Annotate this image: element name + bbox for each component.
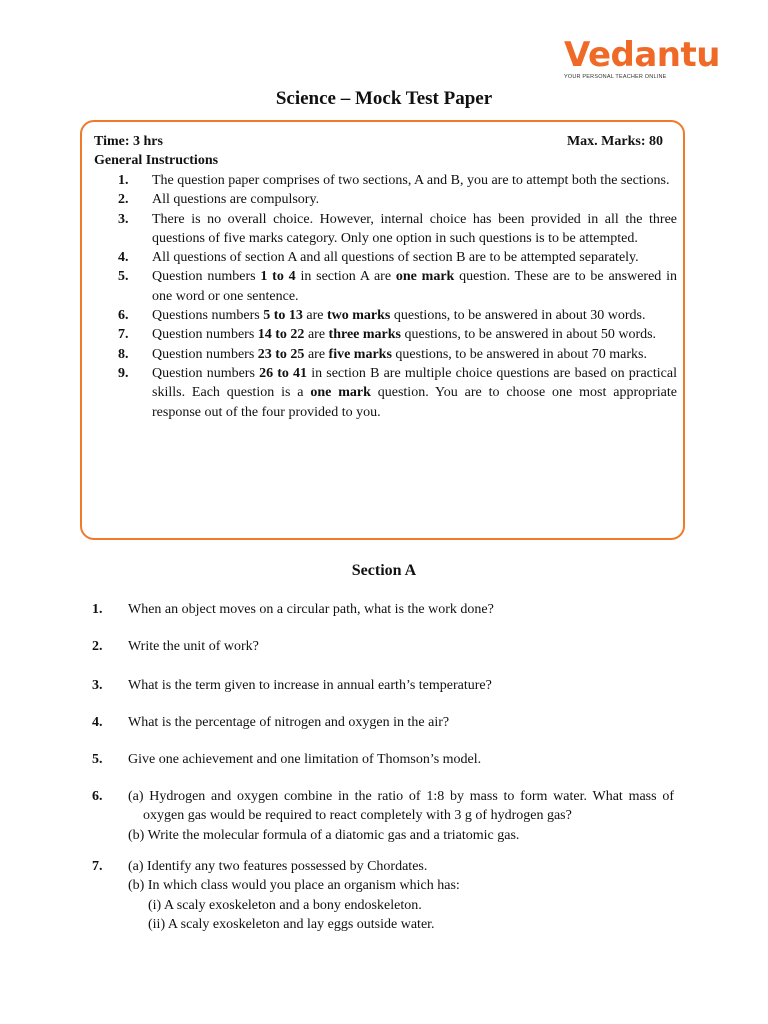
question-number: 7. — [92, 859, 103, 874]
instruction-text: questions, to be answered in about 50 words. — [400, 327, 657, 343]
question-body — [128, 857, 674, 934]
instruction-number: 8. — [118, 346, 129, 362]
instruction-text: question. You are to choose one most appropriate response out of the four provided to you. — [152, 385, 677, 420]
question-line: When an object moves on a circular path, what is the work done? — [128, 602, 494, 617]
instruction-emphasis: three marks — [328, 327, 401, 343]
instruction-number: 6. — [118, 308, 129, 324]
question-line: Write the unit of work? — [128, 639, 259, 654]
question-number: 1. — [92, 602, 103, 617]
instruction-text: Question numbers — [152, 365, 260, 381]
instruction-number: 9. — [118, 365, 129, 381]
question-line: (a) Identify any two features possessed by Chordates. — [128, 859, 428, 874]
question-body — [128, 600, 674, 619]
instruction-text: are — [304, 346, 329, 362]
vedantu-logo — [564, 35, 720, 80]
question-number: 4. — [92, 715, 103, 730]
question-body — [128, 713, 674, 732]
question-number: 3. — [92, 678, 103, 693]
instruction-emphasis: 5 to 13 — [263, 308, 303, 324]
instruction-item — [82, 306, 687, 325]
question-body — [128, 750, 674, 769]
question-line: (b) In which class would you place an organism which has: — [128, 878, 460, 894]
instruction-item — [82, 190, 687, 209]
instruction-emphasis: one mark — [310, 385, 371, 401]
question-7 — [92, 857, 674, 934]
instruction-emphasis: five marks — [328, 346, 392, 362]
page-title: Science – Mock Test Paper — [275, 88, 493, 109]
instruction-number: 4. — [118, 250, 129, 266]
question-number: 2. — [92, 639, 103, 654]
question-line: (ii) A scaly exoskeleton and lay eggs outside water. — [148, 916, 435, 932]
question-2 — [92, 637, 674, 656]
instruction-emphasis: two marks — [326, 308, 391, 324]
instructions-list — [82, 171, 687, 422]
question-line: (a) Hydrogen and oxygen combine in the ratio of 1:8 by mass to form water. What mass of oxygen gas would be required to react completely with 3 g of hydrogen gas? — [128, 789, 674, 824]
instruction-text: Questions numbers — [152, 308, 264, 324]
logo-wordmark: Vedantu — [564, 35, 720, 75]
instruction-emphasis: 26 to 41 — [259, 365, 308, 381]
instruction-text: are — [302, 308, 327, 324]
question-5 — [92, 750, 674, 769]
question-line: (b) Write the molecular formula of a diatomic gas and a triatomic gas. — [128, 827, 520, 843]
instruction-item — [82, 210, 687, 249]
question-6 — [92, 787, 674, 845]
instruction-text: Question numbers — [152, 269, 261, 285]
instruction-text: in section B are multiple choice questions are based on practical skills. Each question is a — [152, 365, 677, 401]
instruction-text: are — [304, 327, 329, 343]
section-heading: Section A — [351, 562, 417, 579]
instructions-box — [80, 120, 685, 540]
question-1 — [92, 600, 674, 619]
question-line: Give one achievement and one limitation of Thomson’s model. — [128, 752, 482, 767]
time-label: Time: 3 hrs — [94, 134, 163, 149]
instruction-emphasis: one mark — [395, 269, 455, 285]
question-number: 6. — [92, 789, 103, 804]
question-3 — [92, 676, 674, 695]
instruction-item — [82, 248, 687, 267]
instruction-emphasis: 14 to 22 — [257, 327, 305, 343]
question-body — [128, 787, 674, 845]
instruction-text: Question numbers — [152, 327, 258, 343]
instruction-number: 1. — [118, 173, 129, 188]
instruction-item — [82, 364, 687, 422]
instruction-item — [82, 267, 687, 306]
general-instructions-heading: General Instructions — [94, 153, 219, 168]
instruction-number: 2. — [118, 192, 129, 208]
question-line: What is the percentage of nitrogen and oxygen in the air? — [128, 715, 450, 730]
instruction-text: All questions of section A and all questions of section B are to be attempted separately. — [152, 250, 639, 266]
instruction-number: 7. — [118, 327, 129, 343]
instruction-text: questions, to be answered in about 70 marks. — [391, 346, 647, 362]
instruction-item — [82, 325, 687, 344]
instruction-text: There is no overall choice. However, internal choice has been provided in all the three questions of five marks category. Only one option in such questions is to be attempted. — [152, 211, 677, 246]
instruction-emphasis: 1 to 4 — [260, 269, 296, 285]
max-marks-label: Max. Marks: 80 — [566, 134, 663, 149]
question-line: What is the term given to increase in annual earth’s temperature? — [128, 678, 492, 693]
question-line: (i) A scaly exoskeleton and a bony endoskeleton. — [148, 897, 422, 913]
instruction-item — [82, 171, 687, 190]
question-body — [128, 676, 674, 695]
question-number: 5. — [92, 752, 103, 767]
instruction-text: question. These are to be answered in one word or one sentence. — [152, 269, 677, 304]
instruction-text: All questions are compulsory. — [152, 192, 320, 208]
instruction-text: in section A are — [295, 269, 396, 285]
logo-tagline: YOUR PERSONAL TEACHER ONLINE — [564, 74, 667, 80]
instruction-number: 5. — [118, 269, 129, 285]
instruction-emphasis: 23 to 25 — [257, 346, 305, 362]
question-body — [128, 637, 674, 656]
instruction-item — [82, 345, 687, 364]
question-4 — [92, 713, 674, 732]
instruction-number: 3. — [118, 211, 129, 227]
instruction-text: questions, to be answered in about 30 words. — [390, 308, 646, 324]
instruction-text: Question numbers — [152, 346, 258, 362]
instruction-text: The question paper comprises of two sections, A and B, you are to attempt both the sections. — [152, 173, 670, 188]
